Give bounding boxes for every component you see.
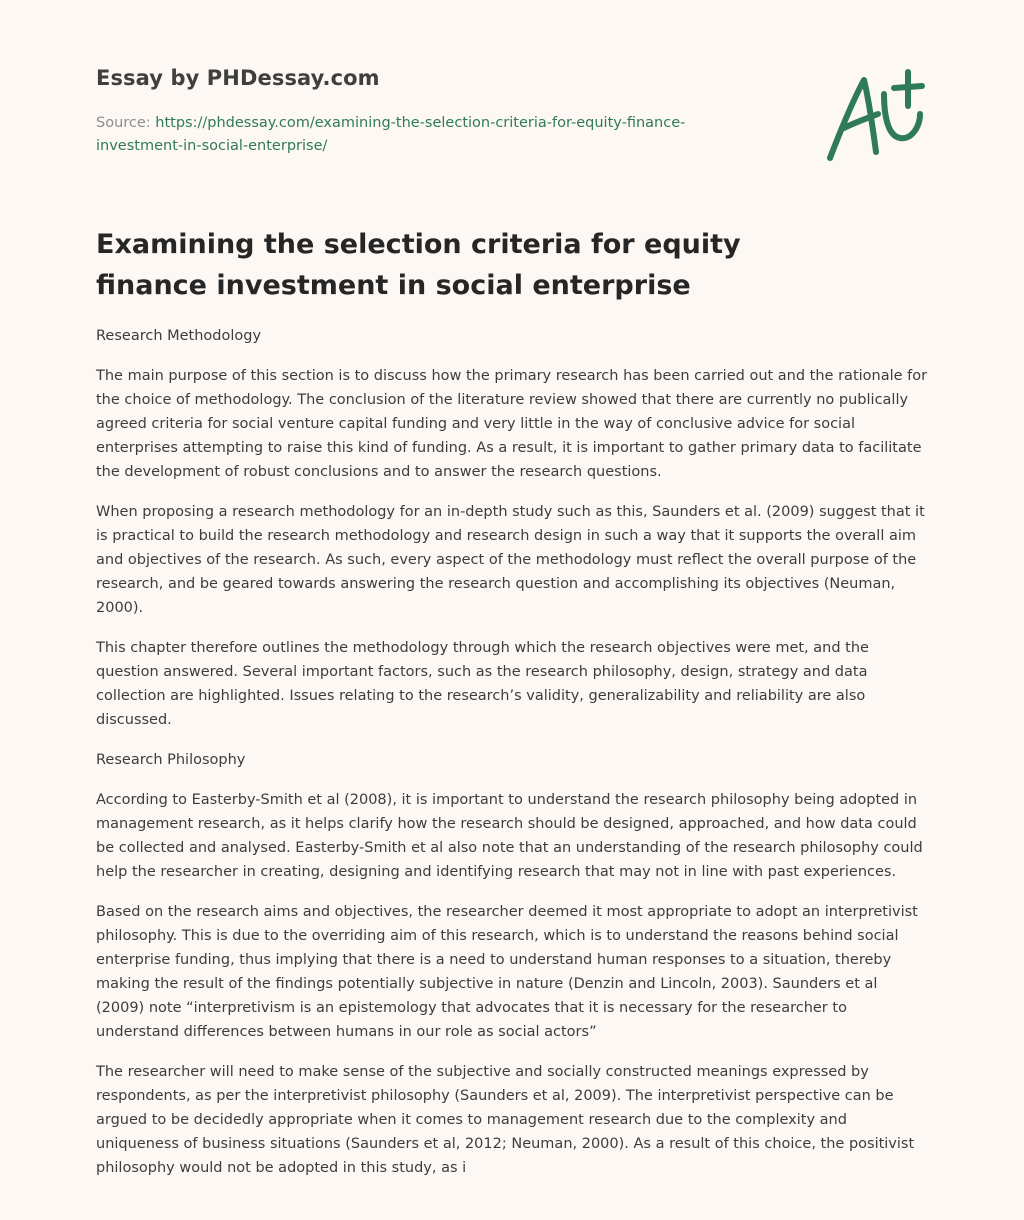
source-line bbox=[96, 112, 736, 158]
essay-title: Examining the selection criteria for equity finance investment in social enterprise bbox=[96, 229, 741, 301]
source-label: Source: bbox=[96, 115, 156, 131]
section-heading-methodology: Research Methodology bbox=[96, 328, 262, 344]
paragraph: The researcher will need to make sense of the subjective and socially constructed meanings expressed by respondents, as per the interpretivist philosophy (Saunders et al, 2009). The interpretivist perspective can be argued to be decidedly appropriate when it comes to management research due to the complexity and uniqueness of business situations (Saunders et al, 2012; Neuman, 2000). As a result of this choice, the positivist philosophy would not be adopted in this study, as i bbox=[96, 1064, 915, 1176]
a-plus-logo-icon bbox=[824, 66, 928, 166]
paragraph: When proposing a research methodology for an in-depth study such as this, Saunders et al. (2009) suggest that it is practical to build the research methodology and research design in such a way that it supports the overall aim and objectives of the research. As such, every aspect of the methodology must reflect the overall purpose of the research, and be geared towards answering the research question and accomplishing its objectives (Neuman, 2000). bbox=[96, 504, 925, 616]
paragraph: Based on the research aims and objectives, the researcher deemed it most appropriate to adopt an interpretivist philosophy. This is due to the overriding aim of this research, which is to understand the reasons behind social enterprise funding, thus implying that there is a need to understand human responses to a situation, thereby making the result of the findings potentially subjective in nature (Denzin and Lincoln, 2003). Saunders et al (2009) note “interpretivism is an epistemology that advocates that it is necessary for the researcher to understand differences between humans in our role as social actors” bbox=[96, 904, 918, 1040]
section-heading-philosophy: Research Philosophy bbox=[96, 752, 246, 768]
site-brand: Essay by PHDessay.com bbox=[96, 66, 380, 90]
source-link[interactable]: https://phdessay.com/examining-the-selection-criteria-for-equity-finance-investment-in-social-enterprise/ bbox=[96, 115, 686, 154]
paragraph: According to Easterby-Smith et al (2008), it is important to understand the research philosophy being adopted in management research, as it helps clarify how the research should be designed, approached, and how data could be collected and analysed. Easterby-Smith et al also note that an understanding of the research philosophy could help the researcher in creating, designing and identifying research that may not in line with past experiences. bbox=[96, 792, 923, 880]
paragraph: This chapter therefore outlines the methodology through which the research objectives were met, and the question answered. Several important factors, such as the research philosophy, design, strategy and data collection are highlighted. Issues relating to the research’s validity, generalizability and reliability are also discussed. bbox=[96, 640, 869, 728]
paragraph: The main purpose of this section is to discuss how the primary research has been carried out and the rationale for the choice of methodology. The conclusion of the literature review showed that there are currently no publically agreed criteria for social venture capital funding and very little in the way of conclusive advice for social enterprises attempting to raise this kind of funding. As a result, it is important to gather primary data to facilitate the development of robust conclusions and to answer the research questions. bbox=[96, 368, 928, 480]
essay-body bbox=[96, 324, 928, 1196]
